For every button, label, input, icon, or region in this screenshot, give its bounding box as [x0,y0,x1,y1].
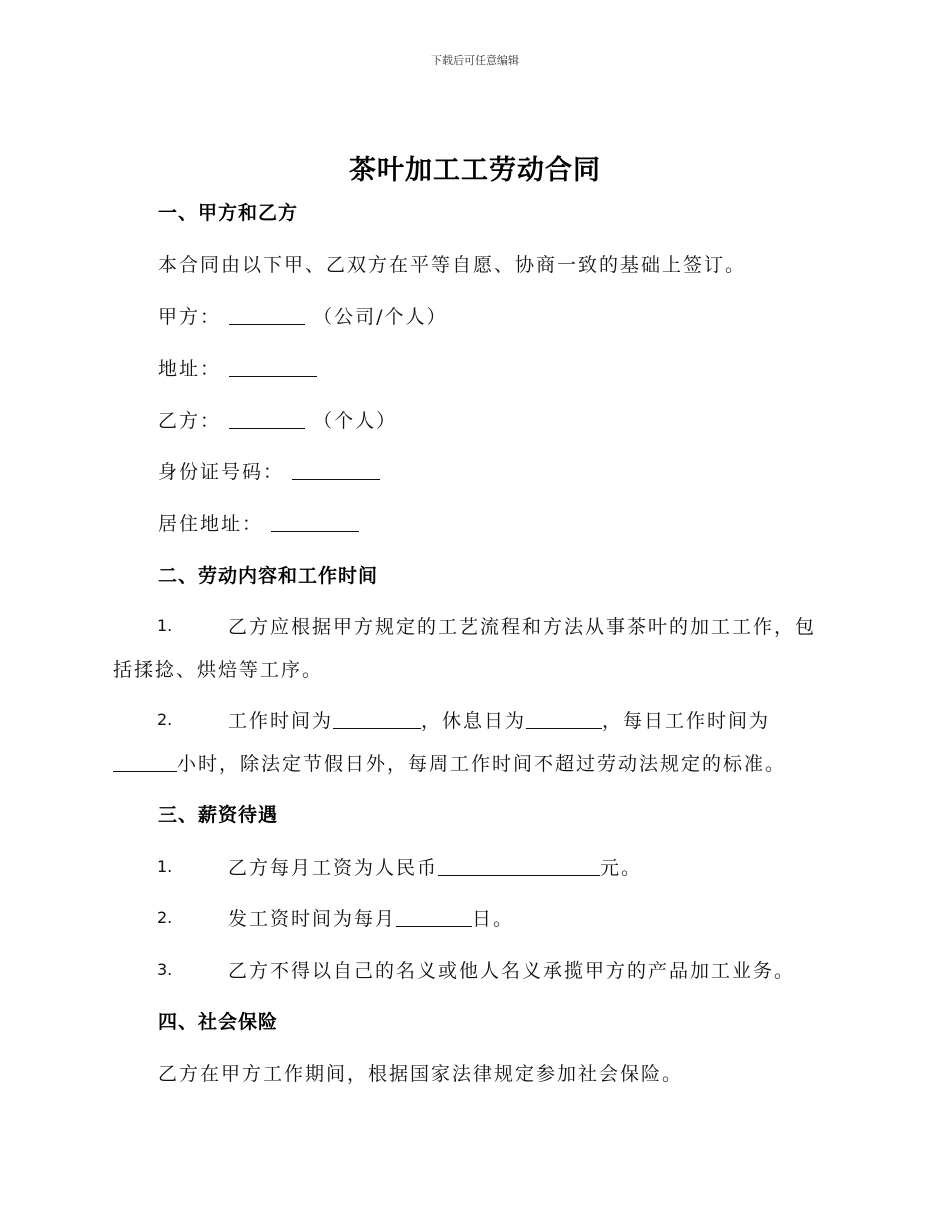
social-insurance-clause: 乙方在甲方工作期间，根据国家法律规定参加社会保险。 [158,1063,684,1085]
id-number-label: 身份证号码： [158,461,285,483]
rest-day-blank[interactable] [526,709,602,729]
work-hours-line-2 [113,749,786,776]
no-side-business-clause: 乙方不得以自己的名义或他人名义承揽甲方的产品加工业务。 [228,960,796,982]
salary-blank[interactable] [438,856,600,876]
list-number: 2. [157,908,173,927]
weekly-hours-text: 小时，除法定节假日外，每周工作时间不超过劳动法规定的标准。 [177,753,787,775]
party-b-label: 乙方： [158,410,222,432]
salary-unit: 元。 [600,857,643,879]
section-1-heading: 一、甲方和乙方 [158,202,299,224]
payday-blank[interactable] [396,907,472,927]
work-content-line-1: 乙方应根据甲方规定的工艺流程和方法从事茶叶的加工工作，包 [228,616,817,638]
party-a-note: （公司/个人） [313,306,448,328]
party-a-blank[interactable] [229,305,305,325]
daily-hours-blank[interactable] [113,752,177,772]
salary-line [228,853,642,880]
list-number: 3. [157,960,173,979]
work-content-line-2: 括揉捻、烘焙等工序。 [113,659,324,681]
salary-label: 乙方每月工资为人民币 [228,857,439,879]
residence-blank[interactable] [271,512,359,532]
party-b-note: （个人） [313,410,398,432]
payday-label: 发工资时间为每月 [228,908,397,930]
residence-label: 居住地址： [158,513,264,535]
list-number: 2. [157,710,173,729]
address-blank[interactable] [229,357,317,377]
section-2-heading: 二、劳动内容和工作时间 [158,565,379,587]
id-number-blank[interactable] [292,460,380,480]
work-hours-label: 工作时间为 [228,710,334,732]
section-3-heading: 三、薪资待遇 [158,804,279,826]
payday-unit: 日。 [472,908,515,930]
payday-line [228,904,514,931]
party-b-line [158,406,397,433]
party-a-label: 甲方： [158,306,222,328]
section-4-heading: 四、社会保险 [158,1011,279,1033]
address-line [158,354,317,381]
residence-line [158,509,359,536]
rest-day-label: ，休息日为 [421,710,527,732]
contract-intro: 本合同由以下甲、乙双方在平等自愿、协商一致的基础上签订。 [158,254,747,276]
party-b-blank[interactable] [229,409,305,429]
list-number: 1. [157,616,173,635]
id-number-line [158,457,380,484]
list-number: 1. [157,857,173,876]
document-title: 茶叶加工工劳动合同 [349,155,601,186]
daily-hours-label: ，每日工作时间为 [602,710,771,732]
work-hours-blank[interactable] [333,709,421,729]
page-header-note: 下载后可任意编辑 [431,54,519,67]
work-hours-line-1 [228,706,770,733]
address-label: 地址： [158,358,222,380]
party-a-line [158,302,448,329]
